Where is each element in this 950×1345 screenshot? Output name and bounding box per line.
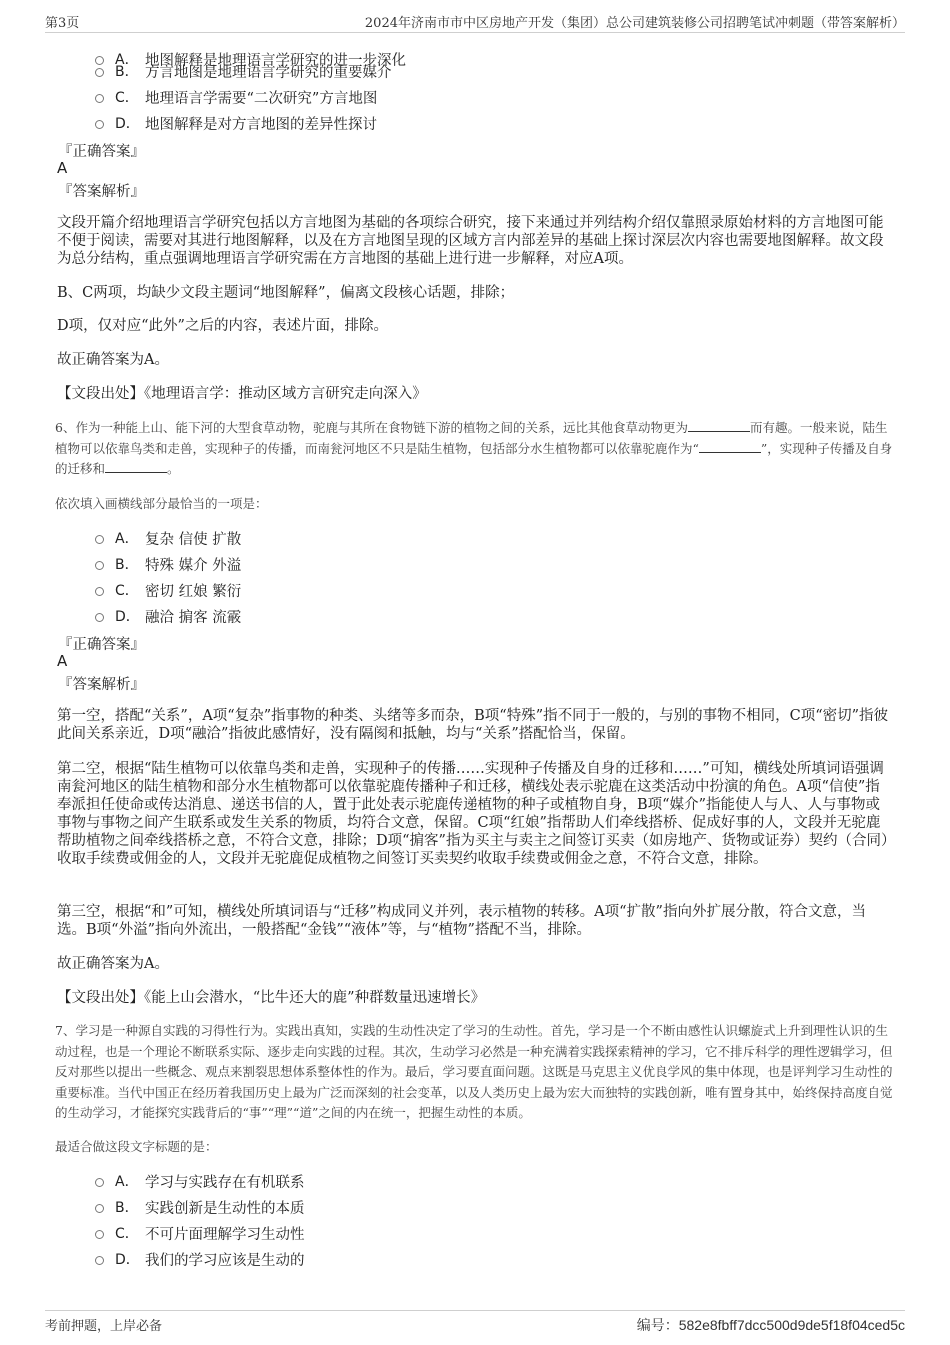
- fill-blank: [105, 460, 167, 473]
- radio-icon[interactable]: [95, 535, 104, 544]
- q5-answer-label: 『正确答案』: [58, 144, 145, 160]
- q6-analysis-paragraph: 第一空，搭配“关系”，A项“复杂”指事物的种类、头绪等多而杂，B项“特殊”指不同于一般的，与别的事物不相同，C项“密切”指彼此间关系亲近，D项“融洽”指彼此感情好，没有隔阂和抵触，均与“关系”搭配恰当，保留。: [57, 708, 889, 742]
- document-code: 编号：582e8fbff7dcc500d9de5f18f04ced5c: [636, 1317, 905, 1333]
- q6-answer: A: [57, 652, 68, 670]
- radio-icon[interactable]: [95, 1204, 104, 1213]
- radio-icon[interactable]: [95, 120, 104, 129]
- radio-icon[interactable]: [95, 561, 104, 570]
- page-header: [45, 10, 905, 33]
- q6-source: 【文段出处】《能上山会潜水，“比牛还大的鹿”种群数量迅速增长》: [57, 990, 486, 1006]
- q6-analysis-paragraph: 第二空，根据“陆生植物可以依靠鸟类和走兽，实现种子的传播……实现种子传播及自身的迁移和……”可知，横线处所填词语强调南瓮河地区的陆生植物和部分水生植物都可以依靠驼鹿传播种子和迁移，横线处表示驼鹿在这类活动中扮演的角色。A项“信使”指奉派担任使命或传达消息、递送书信的人，置于此处表示驼鹿传递植物的种子或植物自身，B项“媒介”指能使人与人、人与事物或事物与事物之间产生联系或发生关系的物质，均符合文意，保留。C项“红娘”指帮助人们牵线搭桥、促成好事的人，文段并无驼鹿帮助植物之间牵线搭桥之意，不符合文意，排除；D项“掮客”指为买主与卖主之间签订买卖（如房地产、货物或证券）契约（合同）收取手续费或佣金的人，文段并无驼鹿促成植物之间签订买卖契约收取手续费或佣金之意，不符合文意，排除。: [57, 761, 889, 867]
- q5-analysis-paragraph: B、C两项，均缺少文段主题词“地图解释”，偏离文段核心话题，排除；: [57, 285, 515, 301]
- q6-instruction: 依次填入画横线部分最恰当的一项是：: [55, 496, 268, 511]
- page-footer: [45, 1310, 905, 1339]
- radio-icon[interactable]: [95, 68, 104, 77]
- footer-slogan: 考前押题，上岸必备: [45, 1319, 163, 1334]
- page-number: 第3页: [45, 16, 80, 31]
- q6-stem: 6、作为一种能上山、能下河的大型食草动物，驼鹿与其所在食物链下游的植物之间的关系，远比其他食草动物更为 而有趣。一般来说，陆生植物可以依靠鸟类和走兽，实现种子的传播，而南瓮河地区不只是陆生植物，包括部分水生植物都可以依靠驼鹿作为“ ”，实现种子传播及自身的迁移和 。: [55, 420, 893, 476]
- radio-icon[interactable]: [95, 1230, 104, 1239]
- radio-icon[interactable]: [95, 1256, 104, 1265]
- q6-analysis-paragraph: 第三空，根据“和”可知，横线处所填词语与“迁移”构成同义并列，表示植物的转移。A项“扩散”指向外扩展分散，符合文意，当选。B项“外溢”指向外流出，一般搭配“金钱”“液体”等，与“植物”搭配不当，排除。: [57, 904, 866, 938]
- q5-analysis-label: 『答案解析』: [58, 184, 145, 200]
- q5-analysis-paragraph: 文段开篇介绍地理语言学研究包括以方言地图为基础的各项综合研究，接下来通过并列结构介绍仅靠照录原始材料的方言地图可能不便于阅读，需要对其进行地图解释，以及在方言地图呈现的区域方言内部差异的基础上探讨深层次内容也需要地图解释。故文段为总分结构，重点强调地理语言学研究需在方言地图的基础上进行进一步解释，对应A项。: [57, 215, 884, 267]
- q6-analysis-conclusion: 故正确答案为A。: [57, 956, 169, 972]
- q5-answer: A: [57, 159, 68, 177]
- radio-icon[interactable]: [95, 56, 104, 65]
- q5-analysis-paragraph: D项，仅对应“此外”之后的内容，表述片面，排除。: [57, 318, 388, 334]
- fill-blank: [699, 440, 761, 453]
- radio-icon[interactable]: [95, 613, 104, 622]
- radio-icon[interactable]: [95, 587, 104, 596]
- q7-instruction: 最适合做这段文字标题的是：: [55, 1139, 218, 1154]
- q5-analysis-conclusion: 故正确答案为A。: [57, 352, 169, 368]
- document-title: 2024年济南市市中区房地产开发（集团）总公司建筑装修公司招聘笔试冲刺题（带答案解析）: [364, 16, 905, 31]
- radio-icon[interactable]: [95, 1178, 104, 1187]
- radio-icon[interactable]: [95, 94, 104, 103]
- q7-stem: 7、学习是一种源自实践的习得性行为。实践出真知，实践的生动性决定了学习的生动性。首先，学习是一个不断由感性认识螺旋式上升到理性认识的生动过程，也是一个理论不断联系实际、逐步走向实践的过程。其次，生动学习必然是一种充满着实践探索精神的学习，它不排斥科学的理性逻辑学习，但反对那些以提出一些概念、观点来割裂思想体系整体性的作为。最后，学习要直面问题。这既是马克思主义优良学风的集中体现，也是评判学习生动性的重要标准。当代中国正在经历着我国历史上最为广泛而深刻的社会变革，以及人类历史上最为宏大而独特的实践创新，唯有置身其中，始终保持高度自觉的生动学习，才能探究实践背后的“事”“理”“道”之间的内在统一，把握生动性的本质。: [55, 1023, 893, 1120]
- q5-source: 【文段出处】《地理语言学：推动区域方言研究走向深入》: [57, 386, 427, 402]
- q6-analysis-label: 『答案解析』: [58, 677, 145, 693]
- fill-blank: [688, 419, 750, 432]
- q6-answer-label: 『正确答案』: [58, 637, 145, 653]
